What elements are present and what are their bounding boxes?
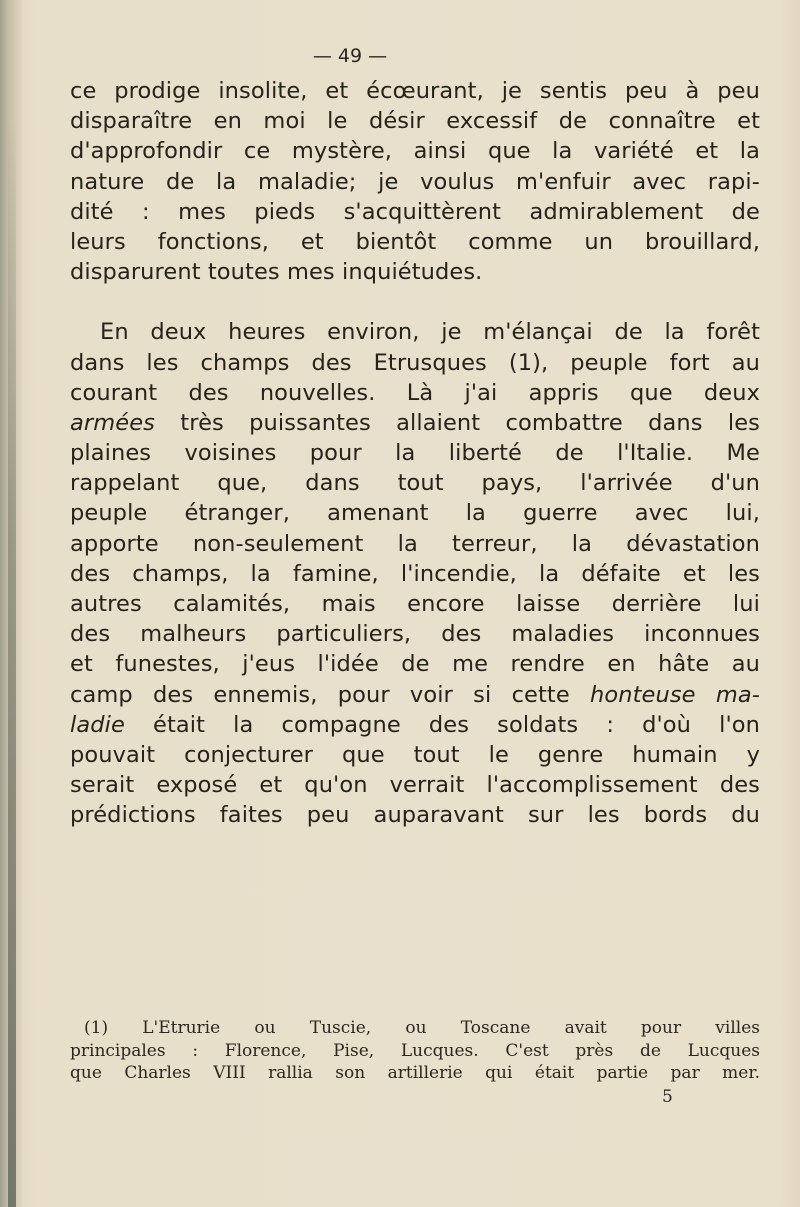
text-line: ce prodige insolite, et écœurant, je sentis peu à peu — [70, 78, 760, 104]
text-line: des champs, la famine, l'incendie, la défaite et les — [70, 560, 760, 587]
page-number: — 49 — — [312, 45, 388, 67]
italic-word: armées — [70, 409, 155, 436]
text-line — [70, 408, 760, 438]
text-line: des malheurs particuliers, des maladies inconnues — [70, 621, 760, 648]
text-line: nature de la maladie; je voulus m'enfuir avec rapi- — [70, 168, 760, 195]
paragraph-1 — [70, 76, 760, 287]
text-line: et funestes, j'eus l'idée de me rendre en hâte au — [70, 651, 760, 678]
text-line: autres calamités, mais encore laisse derrière lui — [70, 591, 760, 617]
italic-word: honteuse ma- — [590, 681, 760, 708]
text-line: d'approfondir ce mystère, ainsi que la variété et la — [70, 138, 760, 165]
text-line — [70, 680, 760, 710]
text-line: En deux heures environ, je m'élançai de la forêt — [100, 319, 760, 346]
text-line: apporte non-seulement la terreur, la dévastation — [70, 530, 760, 557]
italic-word: ladie — [70, 711, 125, 738]
text-run: très puissantes allaient combattre dans les — [154, 409, 760, 436]
text-run: était la compagne des soldats : d'où l'on — [124, 711, 760, 738]
text-line: plaines voisines pour la liberté de l'Italie. Me — [70, 440, 760, 467]
binding-edge — [8, 120, 16, 1207]
text-line: serait exposé et qu'on verrait l'accomplissement des — [70, 772, 760, 799]
text-line: dans les champs des Etrusques (1), peuple fort au — [70, 349, 760, 376]
text-line: pouvait conjecturer que tout le genre humain y — [70, 741, 760, 768]
body-text — [70, 76, 760, 831]
text-line: rappelant que, dans tout pays, l'arrivée d'un — [70, 470, 760, 497]
footnote-line: que Charles VIII rallia son artillerie qui était partie par mer. — [70, 1063, 760, 1083]
text-line: disparaître en moi le désir excessif de connaître et — [70, 108, 760, 135]
text-line: dité : mes pieds s'acquittèrent admirablement de — [70, 198, 760, 225]
footnote-line: principales : Florence, Pise, Lucques. C'est près de Lucques — [70, 1040, 760, 1061]
text-line: prédictions faites peu auparavant sur les bords du — [70, 802, 760, 829]
text-run: camp des ennemis, pour voir si cette — [70, 681, 591, 708]
text-line: disparurent toutes mes inquiétudes. — [70, 259, 483, 286]
text-line: leurs fonctions, et bientôt comme un brouillard, — [70, 228, 760, 255]
signature-mark: 5 — [662, 1087, 673, 1107]
footnote — [70, 1017, 760, 1085]
text-line: peuple étranger, amenant la guerre avec lui, — [70, 500, 760, 527]
footnote-line: (1) L'Etrurie ou Tuscie, ou Toscane avait pour villes — [84, 1018, 760, 1038]
text-line: courant des nouvelles. Là j'ai appris que deux — [70, 379, 760, 406]
text-line — [70, 710, 760, 740]
paragraph-2 — [70, 317, 760, 830]
